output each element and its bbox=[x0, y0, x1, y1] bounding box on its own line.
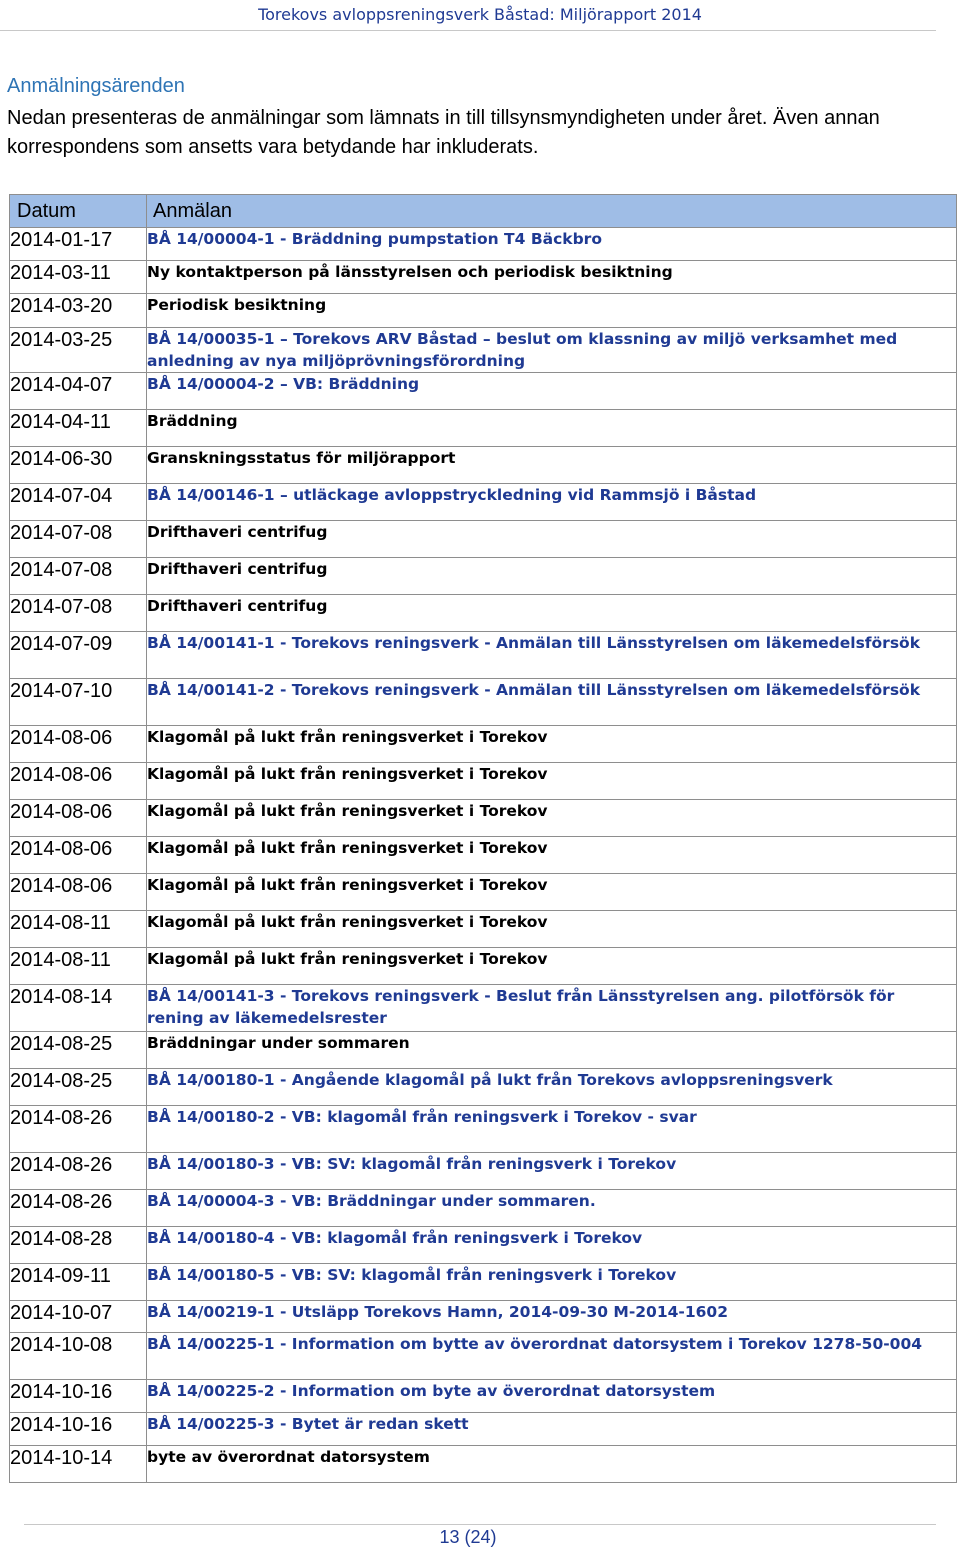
row-notification: BÅ 14/00004-3 - VB: Bräddningar under sommaren. bbox=[147, 1190, 957, 1227]
table-row bbox=[10, 1446, 957, 1483]
running-header: Torekovs avloppsreningsverk Båstad: Miljörapport 2014 bbox=[258, 5, 702, 24]
row-date: 2014-07-10 bbox=[10, 679, 147, 726]
row-date: 2014-08-26 bbox=[10, 1190, 147, 1227]
row-notification: BÅ 14/00225-1 - Information om bytte av överordnat datorsystem i Torekov 1278-50-004 bbox=[147, 1333, 957, 1380]
row-notification: BÅ 14/00141-1 - Torekovs reningsverk - Anmälan till Länsstyrelsen om läkemedelsförsök bbox=[147, 632, 957, 679]
table-row bbox=[10, 1333, 957, 1380]
row-notification: BÅ 14/00004-2 – VB: Bräddning bbox=[147, 373, 957, 410]
row-date: 2014-03-11 bbox=[10, 261, 147, 294]
table-row bbox=[10, 632, 957, 679]
row-notification: BÅ 14/00180-3 - VB: SV: klagomål från reningsverk i Torekov bbox=[147, 1153, 957, 1190]
row-date: 2014-08-25 bbox=[10, 1032, 147, 1069]
table-row bbox=[10, 1153, 957, 1190]
row-notification: Bräddning bbox=[147, 410, 957, 447]
row-notification: BÅ 14/00035-1 – Torekovs ARV Båstad – beslut om klassning av miljö verksamhet med anledning av nya miljöprövningsförordning bbox=[147, 328, 957, 373]
table-row bbox=[10, 1227, 957, 1264]
row-date: 2014-08-28 bbox=[10, 1227, 147, 1264]
table-body bbox=[10, 228, 957, 1483]
row-notification: Klagomål på lukt från reningsverket i Torekov bbox=[147, 837, 957, 874]
row-notification: Granskningsstatus för miljörapport bbox=[147, 447, 957, 484]
row-notification: BÅ 14/00219-1 - Utsläpp Torekovs Hamn, 2014-09-30 M-2014-1602 bbox=[147, 1301, 957, 1333]
row-date: 2014-04-07 bbox=[10, 373, 147, 410]
row-date: 2014-08-26 bbox=[10, 1153, 147, 1190]
table-row bbox=[10, 261, 957, 294]
row-date: 2014-08-25 bbox=[10, 1069, 147, 1106]
table-row bbox=[10, 521, 957, 558]
table-row bbox=[10, 328, 957, 373]
row-notification: Periodisk besiktning bbox=[147, 294, 957, 328]
row-date: 2014-03-20 bbox=[10, 294, 147, 328]
table-header-row bbox=[10, 195, 957, 228]
table-row bbox=[10, 837, 957, 874]
row-date: 2014-09-11 bbox=[10, 1264, 147, 1301]
footer-divider bbox=[24, 1524, 936, 1525]
row-notification: Klagomål på lukt från reningsverket i Torekov bbox=[147, 911, 957, 948]
table-row bbox=[10, 1106, 957, 1153]
row-date: 2014-07-09 bbox=[10, 632, 147, 679]
row-notification: BÅ 14/00225-2 - Information om byte av överordnat datorsystem bbox=[147, 1380, 957, 1413]
table-row bbox=[10, 558, 957, 595]
row-date: 2014-07-08 bbox=[10, 595, 147, 632]
table-row bbox=[10, 679, 957, 726]
row-notification: Klagomål på lukt från reningsverket i Torekov bbox=[147, 800, 957, 837]
row-notification: BÅ 14/00141-3 - Torekovs reningsverk - Beslut från Länsstyrelsen ang. pilotförsök för rening av läkemedelsrester bbox=[147, 985, 957, 1032]
section-intro: Nedan presenteras de anmälningar som lämnats in till tillsynsmyndigheten under året. Även annan korrespondens som ansetts vara betydande har inkluderats. bbox=[7, 107, 880, 158]
table-row bbox=[10, 948, 957, 985]
row-date: 2014-08-14 bbox=[10, 985, 147, 1032]
page-number: 13 (24) bbox=[439, 1527, 497, 1547]
row-notification: BÅ 14/00180-4 - VB: klagomål från reningsverk i Torekov bbox=[147, 1227, 957, 1264]
row-date: 2014-07-08 bbox=[10, 521, 147, 558]
table-row bbox=[10, 373, 957, 410]
table-row bbox=[10, 1032, 957, 1069]
row-date: 2014-10-07 bbox=[10, 1301, 147, 1333]
row-date: 2014-06-30 bbox=[10, 447, 147, 484]
row-notification: Drifthaveri centrifug bbox=[147, 595, 957, 632]
row-date: 2014-07-04 bbox=[10, 484, 147, 521]
row-date: 2014-10-14 bbox=[10, 1446, 147, 1483]
row-date: 2014-08-26 bbox=[10, 1106, 147, 1153]
table-row bbox=[10, 1413, 957, 1446]
column-header-date: Datum bbox=[10, 195, 147, 228]
row-notification: Drifthaveri centrifug bbox=[147, 521, 957, 558]
table-row bbox=[10, 874, 957, 911]
table-row bbox=[10, 484, 957, 521]
table-row bbox=[10, 1264, 957, 1301]
row-date: 2014-08-06 bbox=[10, 726, 147, 763]
row-date: 2014-10-08 bbox=[10, 1333, 147, 1380]
table-row bbox=[10, 447, 957, 484]
table-row bbox=[10, 410, 957, 447]
row-notification: BÅ 14/00141-2 - Torekovs reningsverk - Anmälan till Länsstyrelsen om läkemedelsförsök bbox=[147, 679, 957, 726]
row-notification: Klagomål på lukt från reningsverket i Torekov bbox=[147, 948, 957, 985]
notification-table bbox=[9, 194, 957, 1483]
table-row bbox=[10, 228, 957, 261]
row-date: 2014-08-06 bbox=[10, 800, 147, 837]
row-date: 2014-08-06 bbox=[10, 874, 147, 911]
row-notification: Bräddningar under sommaren bbox=[147, 1032, 957, 1069]
row-date: 2014-08-11 bbox=[10, 911, 147, 948]
row-notification: Drifthaveri centrifug bbox=[147, 558, 957, 595]
row-notification: Klagomål på lukt från reningsverket i Torekov bbox=[147, 874, 957, 911]
table-row bbox=[10, 1069, 957, 1106]
row-date: 2014-08-06 bbox=[10, 763, 147, 800]
row-date: 2014-10-16 bbox=[10, 1380, 147, 1413]
table-row bbox=[10, 1380, 957, 1413]
row-date: 2014-10-16 bbox=[10, 1413, 147, 1446]
table-row bbox=[10, 595, 957, 632]
column-header-notification: Anmälan bbox=[147, 195, 957, 228]
row-date: 2014-08-06 bbox=[10, 837, 147, 874]
table-row bbox=[10, 1301, 957, 1333]
row-date: 2014-08-11 bbox=[10, 948, 147, 985]
header-divider bbox=[0, 30, 936, 31]
table-row bbox=[10, 911, 957, 948]
table-row bbox=[10, 800, 957, 837]
row-notification: Klagomål på lukt från reningsverket i Torekov bbox=[147, 726, 957, 763]
table-row bbox=[10, 294, 957, 328]
table-row bbox=[10, 1190, 957, 1227]
row-notification: BÅ 14/00225-3 - Bytet är redan skett bbox=[147, 1413, 957, 1446]
row-notification: BÅ 14/00004-1 - Bräddning pumpstation T4 Bäckbro bbox=[147, 228, 957, 261]
row-notification: byte av överordnat datorsystem bbox=[147, 1446, 957, 1483]
row-notification: BÅ 14/00180-2 - VB: klagomål från reningsverk i Torekov - svar bbox=[147, 1106, 957, 1153]
row-date: 2014-04-11 bbox=[10, 410, 147, 447]
table-row bbox=[10, 726, 957, 763]
table-row bbox=[10, 763, 957, 800]
row-notification: Ny kontaktperson på länsstyrelsen och periodisk besiktning bbox=[147, 261, 957, 294]
row-date: 2014-07-08 bbox=[10, 558, 147, 595]
row-date: 2014-03-25 bbox=[10, 328, 147, 373]
row-date: 2014-01-17 bbox=[10, 228, 147, 261]
section-title: Anmälningsärenden bbox=[7, 75, 185, 97]
row-notification: Klagomål på lukt från reningsverket i Torekov bbox=[147, 763, 957, 800]
table-row bbox=[10, 985, 957, 1032]
row-notification: BÅ 14/00146-1 – utläckage avloppstryckledning vid Rammsjö i Båstad bbox=[147, 484, 957, 521]
row-notification: BÅ 14/00180-5 - VB: SV: klagomål från reningsverk i Torekov bbox=[147, 1264, 957, 1301]
row-notification: BÅ 14/00180-1 - Angående klagomål på lukt från Torekovs avloppsreningsverk bbox=[147, 1069, 957, 1106]
